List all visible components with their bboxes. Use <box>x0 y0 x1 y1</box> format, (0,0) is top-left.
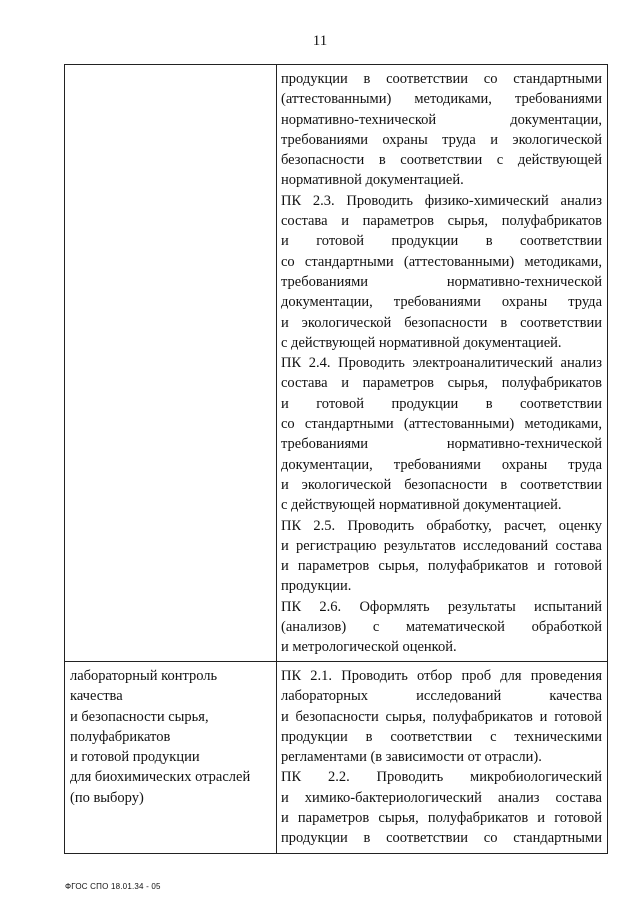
competency-text-line: требованиями нормативно-технической <box>281 436 602 453</box>
page-number: 11 <box>312 33 328 49</box>
competency-text-line: нормативной документацией. <box>281 172 464 189</box>
competency-text-line: продукции в соответствии с техническими <box>281 728 602 745</box>
competency-text-line: и параметров сырья, полуфабрикатов и готовой <box>281 810 602 827</box>
competency-text-line: и безопасности сырья, полуфабрикатов и готовой <box>281 708 602 725</box>
competencies-cell <box>281 69 602 658</box>
competency-text-line: со стандартными (аттестованными) методиками, <box>281 416 602 433</box>
competency-text-line: и химико-бактериологический анализ состава <box>281 789 602 806</box>
column-divider <box>276 662 277 853</box>
competency-text-line: и метрологической оценкой. <box>281 639 457 656</box>
competency-text-line: и регистрацию результатов исследований состава <box>281 537 602 554</box>
competency-text-line: требованиями нормативно-технической <box>281 273 602 290</box>
competency-text-line: нормативно-технической документации, <box>281 111 602 128</box>
competency-text-line: лабораторных исследований качества <box>281 688 602 705</box>
competency-text-line: состава и параметров сырья, полуфабрикатов <box>281 375 602 392</box>
activity-text-line: и готовой продукции <box>70 749 200 766</box>
competency-text-line: документации, требованиями охраны труда <box>281 294 602 311</box>
column-divider <box>276 65 277 661</box>
competency-text-line: (анализов) с математической обработкой <box>281 619 602 636</box>
competency-text-line: и готовой продукции в соответствии <box>281 395 602 412</box>
activity-cell <box>70 666 270 808</box>
activity-text-line: для биохимических отраслей <box>70 769 251 786</box>
competency-text-line: ПК 2.1. Проводить отбор проб для проведения <box>281 668 602 684</box>
competency-text-line: и экологической безопасности в соответствии <box>281 476 602 493</box>
activity-text-line: (по выбору) <box>70 789 144 806</box>
competency-text-line: (аттестованными) методиками, требованиями <box>281 91 602 108</box>
competency-text-line: безопасности в соответствии с действующей <box>281 152 602 169</box>
activity-text-line: и безопасности сырья, <box>70 708 209 725</box>
competency-text-line: и готовой продукции в соответствии <box>281 233 602 250</box>
competency-text-line: ПК 2.3. Проводить физико-химический анализ <box>281 192 602 209</box>
activity-text-line: полуфабрикатов <box>70 728 171 745</box>
competency-text-line: с действующей нормативной документацией. <box>281 497 562 514</box>
competencies-cell <box>281 666 602 849</box>
competency-text-line: состава и параметров сырья, полуфабрикатов <box>281 213 602 230</box>
competency-text-line: и параметров сырья, полуфабрикатов и готовой <box>281 558 602 575</box>
competency-text-line: ПК 2.2. Проводить микробиологический <box>281 769 602 786</box>
competency-text-line: продукции. <box>281 578 352 595</box>
activity-text-line: качества <box>70 688 123 705</box>
competency-text-line: и экологической безопасности в соответствии <box>281 314 602 331</box>
competency-text-line: ПК 2.4. Проводить электроаналитический анализ <box>281 355 602 372</box>
competency-text-line: ПК 2.6. Оформлять результаты испытаний <box>281 598 602 615</box>
competency-text-line: со стандартными (аттестованными) методиками, <box>281 253 602 270</box>
competency-text-line: продукции в соответствии со стандартными <box>281 830 602 847</box>
competency-text-line: документации, требованиями охраны труда <box>281 456 602 473</box>
competency-text-line: требованиями охраны труда и экологической <box>281 131 602 148</box>
activity-text-line: лабораторный контроль <box>70 668 218 684</box>
competency-text-line: продукции в соответствии со стандартными <box>281 71 602 87</box>
competency-text-line: регламентами (в зависимости от отрасли). <box>281 749 542 766</box>
competency-text-line: с действующей нормативной документацией. <box>281 334 562 351</box>
competency-text-line: ПК 2.5. Проводить обработку, расчет, оценку <box>281 517 602 534</box>
competency-table <box>64 64 608 854</box>
table-row <box>65 662 607 853</box>
table-row <box>65 65 607 662</box>
document-code-footer: ФГОС СПО 18.01.34 - 05 <box>65 882 161 891</box>
